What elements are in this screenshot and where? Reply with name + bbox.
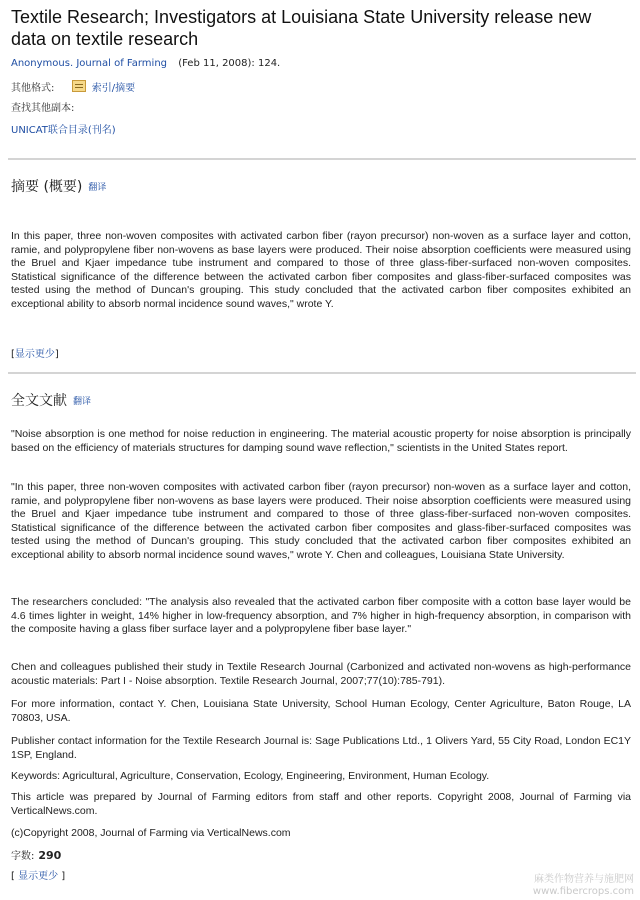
divider bbox=[8, 372, 636, 374]
watermark bbox=[533, 874, 634, 898]
fulltext-paragraph: This article was prepared by Journal of Farming editors from staff and other reports. Copyright 2008, Journal of Farming via VerticalNews.com. bbox=[11, 791, 631, 817]
other-formats-label: 其他格式: bbox=[11, 83, 55, 94]
watermark-cn: 麻类作物营养与施肥网 bbox=[534, 874, 634, 885]
source-line bbox=[11, 57, 280, 70]
find-copy-label: 查找其他副本: bbox=[11, 103, 75, 114]
abstract-text: In this paper, three non-woven composites with activated carbon fiber (rayon precursor) non-woven as a surface layer and cotton, ramie, and polypropylene fiber non-wovens as base layers were produced. Their noise absorption coefficients were measured using the Bruel and Kjaer impedance tube instrument and compared to those of three glass-fiber-surfaced non-woven composites. Statistical significance of the difference between the activated carbon fiber composites and glass-fiber-surfaced composites was tested using the method of Duncan's grouping. This study concluded that the activated carbon fiber composites exhibited an exceptional ability to absorb normal incidence sound waves," wrote Y. bbox=[11, 230, 631, 310]
fulltext-paragraph: The researchers concluded: "The analysis also revealed that the activated carbon fiber composite with a cotton base layer would be 4.6 times lighter in weight, 14% higher in low-frequency absorption, and 7% higher in high-frequency absorption, in comparison with the composite having a glass fiber surface layer and a polypropylene fiber base layer." bbox=[11, 596, 631, 636]
fulltext-translate-link[interactable]: 翻译 bbox=[73, 397, 92, 407]
fulltext-paragraph: Publisher contact information for the Textile Research Journal is: Sage Publications Ltd., 1 Olivers Yard, 55 City Road, London EC1Y 1SP, England. bbox=[11, 735, 631, 761]
word-count-label: 字数: bbox=[11, 851, 35, 862]
other-formats-row bbox=[11, 80, 135, 95]
bracket-open: [ bbox=[11, 871, 15, 882]
watermark-url: www.fibercrops.com bbox=[532, 886, 634, 897]
unicat-link[interactable]: UNICAT联合目录(刊名) bbox=[11, 125, 116, 136]
word-count bbox=[11, 847, 61, 862]
bracket-close: ] bbox=[61, 871, 66, 882]
show-less-link[interactable]: 显示更少 bbox=[14, 349, 55, 360]
publication-link[interactable]: Anonymous. Journal of Farming bbox=[11, 58, 168, 69]
bracket-close: ] bbox=[54, 349, 59, 360]
fulltext-paragraph: Chen and colleagues published their study in Textile Research Journal (Carbonized and activated non-wovens as high-performance acoustic materials: Part I - Noise absorption. Textile Research Journal, 2007;77(10):785-791). bbox=[11, 661, 631, 687]
word-count-value: 290 bbox=[38, 849, 62, 862]
index-abstract-link[interactable]: 索引/摘要 bbox=[91, 83, 136, 94]
fulltext-paragraph: (c)Copyright 2008, Journal of Farming via VerticalNews.com bbox=[11, 827, 291, 839]
fulltext-paragraph: "In this paper, three non-woven composites with activated carbon fiber (rayon precursor) non-woven as a surface layer and cotton, ramie, and polypropylene fiber non-wovens as base layers were produced. Their noise absorption coefficients were measured using the Bruel and Kjaer impedance tube instrument and compared to those of three glass-fiber-surfaced non-woven composites. Statistical significance of the difference between the activated carbon fiber composites and glass-fiber-surfaced composites was tested using the method of Duncan's grouping. This study concluded that the activated carbon fiber composites exhibited an exceptional ability to absorb normal incidence sound waves," wrote Y. Chen and colleagues, Louisiana State University. bbox=[11, 481, 631, 561]
fulltext-title: 全文文献 bbox=[11, 393, 67, 409]
divider bbox=[8, 158, 636, 160]
fulltext-paragraph: For more information, contact Y. Chen, Louisiana State University, School Human Ecology, Center Agriculture, Baton Rouge, LA 70803, USA. bbox=[11, 698, 631, 724]
fulltext-heading bbox=[11, 392, 91, 411]
fulltext-paragraph: "Noise absorption is one method for noise reduction in engineering. The material acoustic property for noise absorption is principally based on the efficiency of materials structures for damping sound wave reflection," scientists in the United States report. bbox=[11, 428, 631, 454]
abstract-title: 摘要 (概要) bbox=[11, 179, 83, 195]
fulltext-paragraph: Keywords: Agricultural, Agriculture, Conservation, Ecology, Engineering, Environment, Human Ecology. bbox=[11, 770, 490, 782]
abstract-show-less bbox=[11, 345, 59, 360]
article-title: Textile Research; Investigators at Louisiana State University release new data on textile research bbox=[11, 7, 592, 49]
fulltext-show-less bbox=[11, 867, 65, 882]
abstract-translate-link[interactable]: 翻译 bbox=[88, 183, 107, 193]
show-less-link[interactable]: 显示更少 bbox=[18, 871, 59, 882]
date-pages: (Feb 11, 2008): 124. bbox=[178, 58, 281, 69]
abstract-heading bbox=[11, 178, 106, 197]
bracket-open: [ bbox=[11, 349, 15, 360]
abstract-format-icon[interactable] bbox=[72, 80, 86, 92]
